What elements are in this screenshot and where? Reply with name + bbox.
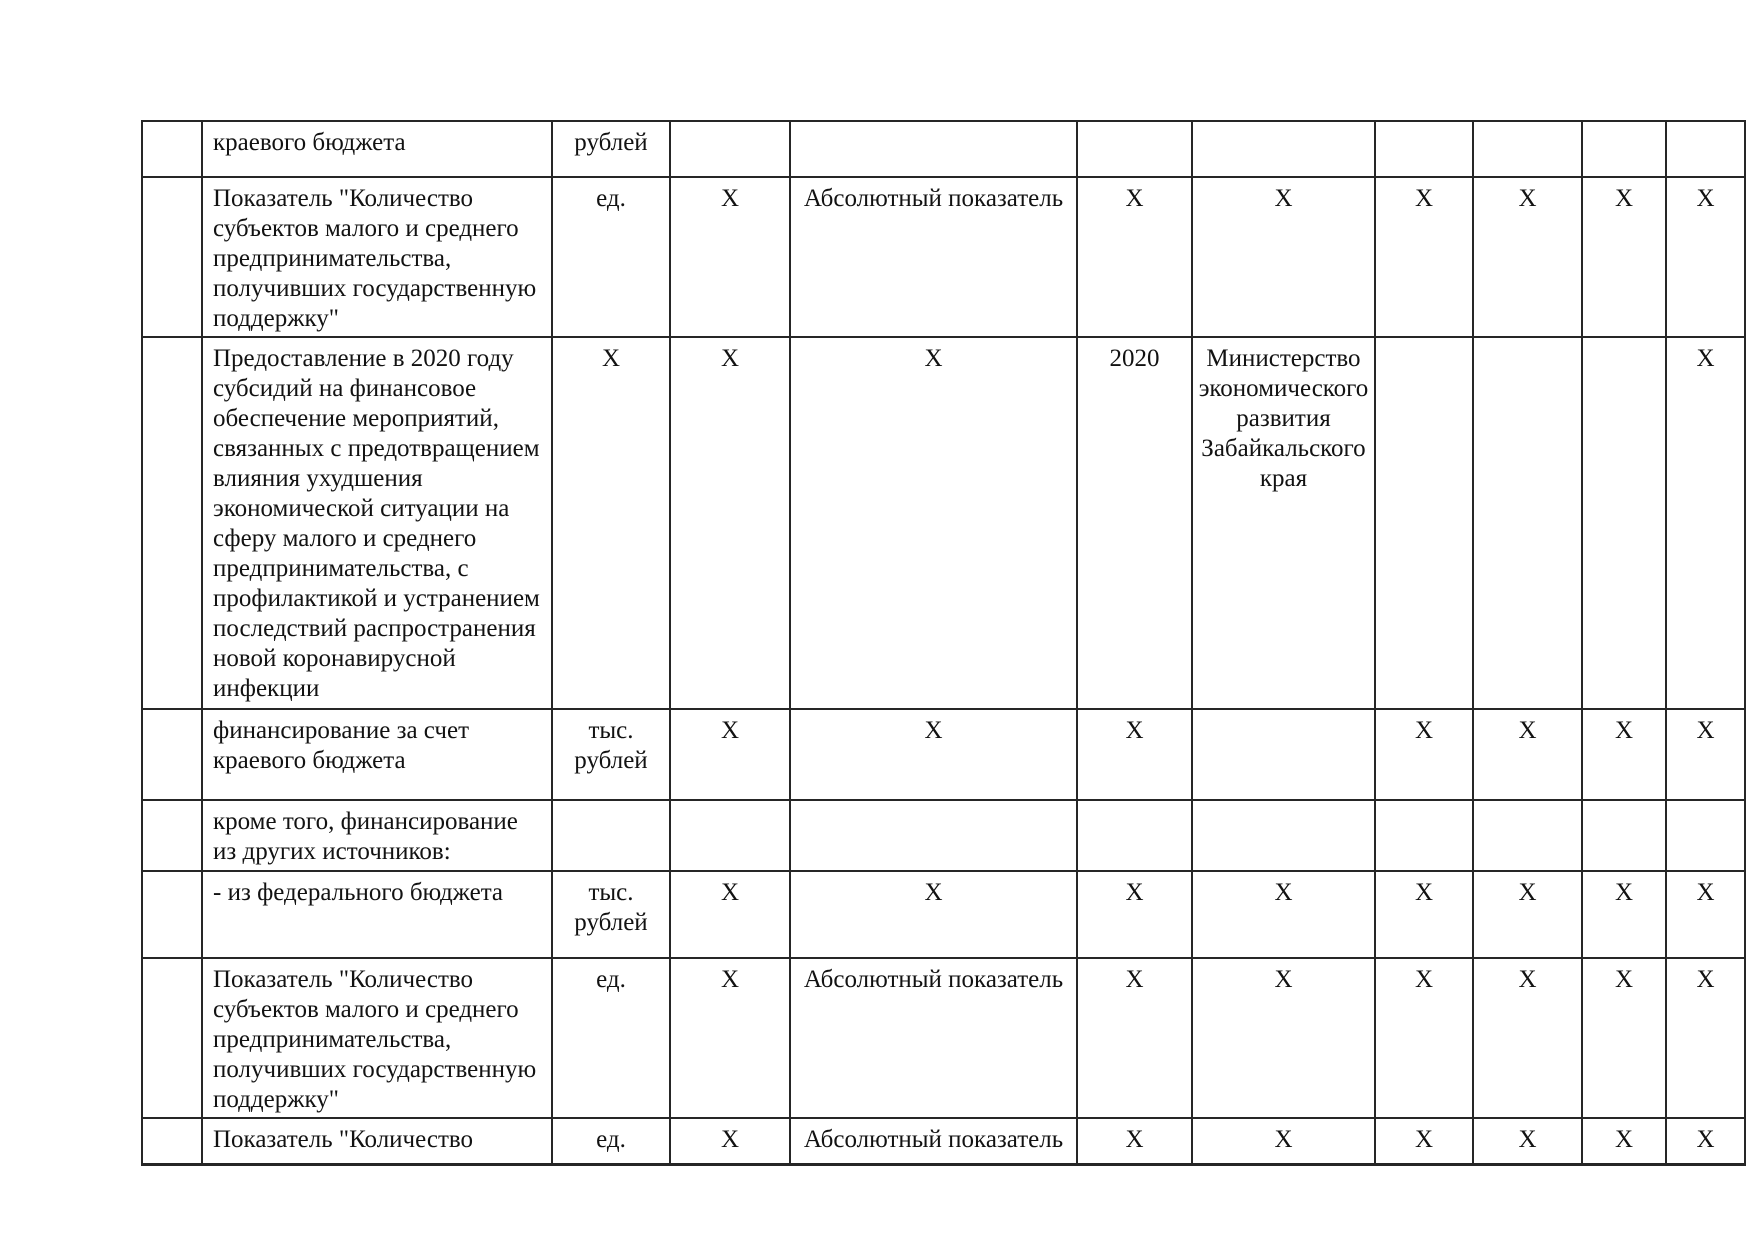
table-cell: Х xyxy=(1077,871,1192,958)
table-cell xyxy=(142,871,202,958)
table-cell xyxy=(1077,800,1192,871)
table-cell xyxy=(142,958,202,1118)
table-cell xyxy=(142,337,202,709)
table-cell: Х xyxy=(1666,1118,1745,1164)
table-cell: Х xyxy=(670,958,790,1118)
table-cell xyxy=(1473,800,1582,871)
table-cell: Х xyxy=(1582,958,1666,1118)
table-cell: Абсолютный показатель xyxy=(790,177,1077,337)
table-cell: Предоставление в 2020 году субсидий на финансовое обеспечение мероприятий, связанных с предотвращением влияния ухудшения экономической ситуации на сферу малого и среднего предпринимательства, с профилактикой и устранением последствий распространения новой коронавирусной инфекции xyxy=(202,337,552,709)
row-indicator-partial-cutoff xyxy=(142,1118,1745,1164)
table-cell: Абсолютный показатель xyxy=(790,1118,1077,1164)
row-federal-budget xyxy=(142,871,1745,958)
table-cell: ед. xyxy=(552,958,670,1118)
table-cell: Х xyxy=(1666,177,1745,337)
table-cell xyxy=(552,800,670,871)
table-cell: Х xyxy=(1192,1118,1375,1164)
table-cell: Х xyxy=(1582,709,1666,800)
table-cell: Х xyxy=(1473,958,1582,1118)
table-cell: Х xyxy=(1077,177,1192,337)
table-cell: краевого бюджета xyxy=(202,121,552,177)
table-cell: Х xyxy=(552,337,670,709)
table-cell xyxy=(1375,121,1473,177)
row-indicator-supported-smes xyxy=(142,177,1745,337)
table-cell xyxy=(142,1118,202,1164)
table-cell: рублей xyxy=(552,121,670,177)
table-cell: Показатель "Количество субъектов малого и среднего предпринимательства, получивших государственную поддержку" xyxy=(202,177,552,337)
table-cell xyxy=(1582,121,1666,177)
table-body xyxy=(142,121,1745,1164)
table-cell xyxy=(1375,800,1473,871)
table-cell xyxy=(1077,121,1192,177)
activity-table xyxy=(141,120,1746,1166)
table-cell xyxy=(790,800,1077,871)
table-cell: Х xyxy=(670,871,790,958)
table-cell: финансирование за счет краевого бюджета xyxy=(202,709,552,800)
row-financing-regional-budget xyxy=(142,709,1745,800)
table-cell: Х xyxy=(1375,177,1473,337)
table-cell: ед. xyxy=(552,1118,670,1164)
table-cell: Показатель "Количество субъектов малого и среднего предпринимательства, получивших государственную поддержку" xyxy=(202,958,552,1118)
table-cell: - из федерального бюджета xyxy=(202,871,552,958)
table-cell: Х xyxy=(1582,871,1666,958)
table-cell xyxy=(1473,337,1582,709)
table-cell: ед. xyxy=(552,177,670,337)
table-cell xyxy=(1192,121,1375,177)
table-cell: кроме того, финансирование из других источников: xyxy=(202,800,552,871)
table-cell: Х xyxy=(1473,1118,1582,1164)
table-cell xyxy=(1375,337,1473,709)
table-cell: Показатель "Количество xyxy=(202,1118,552,1164)
table-cell: Х xyxy=(1192,871,1375,958)
table-cell: Х xyxy=(1077,958,1192,1118)
table-cell xyxy=(670,121,790,177)
table-cell: Министерство экономического развития Забайкальского края xyxy=(1192,337,1375,709)
table-cell: Х xyxy=(1473,871,1582,958)
table-cell: Х xyxy=(670,709,790,800)
table-cell: Х xyxy=(1666,337,1745,709)
table-cell xyxy=(670,800,790,871)
table-cell: Х xyxy=(670,177,790,337)
table-cell: Х xyxy=(1375,871,1473,958)
table-cell: тыс. рублей xyxy=(552,709,670,800)
table-cell: Х xyxy=(670,1118,790,1164)
table-cell xyxy=(1582,337,1666,709)
table-cell: Х xyxy=(1473,177,1582,337)
table-cell: Х xyxy=(1077,1118,1192,1164)
table-cell: Х xyxy=(1582,1118,1666,1164)
table-cell: Х xyxy=(1375,709,1473,800)
table-cell xyxy=(142,709,202,800)
row-continuation-regional-budget xyxy=(142,121,1745,177)
table-cell: Х xyxy=(1666,871,1745,958)
table-cell xyxy=(142,121,202,177)
table-cell xyxy=(142,177,202,337)
table-cell xyxy=(1192,709,1375,800)
table-cell: 2020 xyxy=(1077,337,1192,709)
table-cell: Х xyxy=(1666,958,1745,1118)
table-cell xyxy=(1192,800,1375,871)
table-cell: Абсолютный показатель xyxy=(790,958,1077,1118)
table-cell: Х xyxy=(1375,1118,1473,1164)
table-cell: Х xyxy=(1375,958,1473,1118)
table-cell xyxy=(1666,800,1745,871)
table-cell: тыс. рублей xyxy=(552,871,670,958)
row-financing-other-sources xyxy=(142,800,1745,871)
table-cell: Х xyxy=(1473,709,1582,800)
table-cell: Х xyxy=(1582,177,1666,337)
table-cell: Х xyxy=(790,337,1077,709)
table-cell: Х xyxy=(670,337,790,709)
table-cell: Х xyxy=(1192,958,1375,1118)
table-cell xyxy=(142,800,202,871)
table-cell: Х xyxy=(790,709,1077,800)
table-cell: Х xyxy=(1192,177,1375,337)
table-cell: Х xyxy=(790,871,1077,958)
table-cell xyxy=(790,121,1077,177)
table-cell xyxy=(1582,800,1666,871)
table-cell xyxy=(1666,121,1745,177)
row-activity-2020-subsidies xyxy=(142,337,1745,709)
row-indicator-supported-smes-2 xyxy=(142,958,1745,1118)
table-cell xyxy=(1473,121,1582,177)
table-cell: Х xyxy=(1666,709,1745,800)
table-cell: Х xyxy=(1077,709,1192,800)
